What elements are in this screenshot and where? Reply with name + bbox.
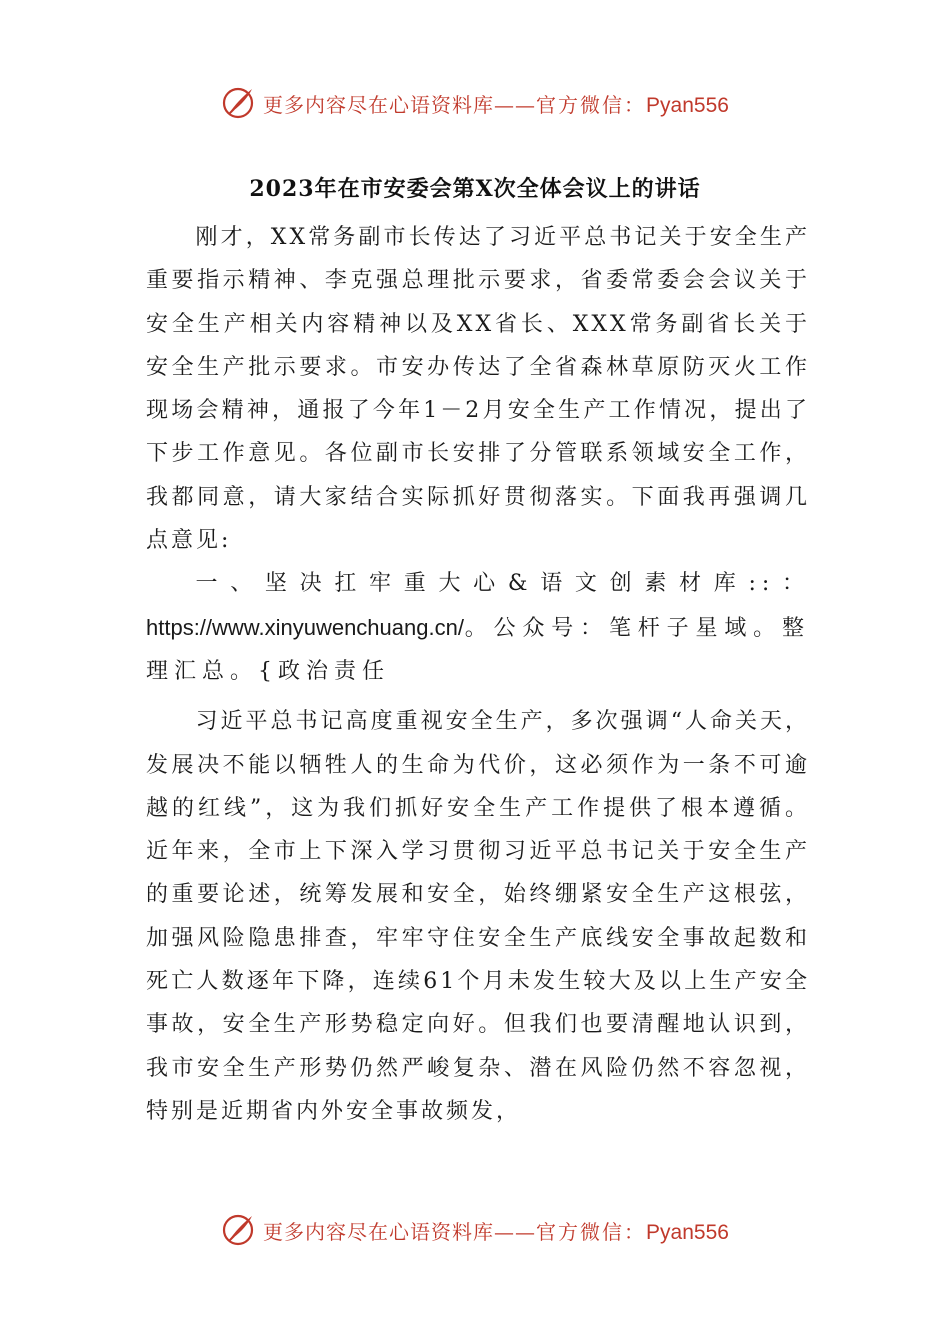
banner-text — [263, 1216, 729, 1245]
banner-text — [263, 89, 729, 118]
document-title: 2023年在市安委会第X次全体会议上的讲话 — [249, 176, 701, 202]
banner-main-text: 更多内容尽在心语资料库 — [263, 92, 495, 117]
heading-1-part-2: 。公众号：笔杆子星域。整理汇总。{政治责任 — [146, 615, 810, 684]
quill-logo-icon — [221, 85, 257, 121]
banner-handle: Pyan556 — [646, 1220, 729, 1244]
banner-official-label: 官方微信： — [536, 92, 647, 117]
paragraph-1: 刚才，XX常务副市长传达了习近平总书记关于安全生产重要指示精神、李克强总理批示要求，省委常委会会议关于安全生产相关内容精神以及XX省长、XXX常务副省长关于安全生产批示要求。市安办传达了全省森林草原防灭火工作现场会精神，通报了今年1－2月安全生产工作情况，提出了下步工作意见。各位副市长安排了分管联系领域安全工作，我都同意，请大家结合实际抓好贯彻落实。下面我再强调几点意见: — [146, 225, 810, 554]
heading-1-url: https://www.xinyuwenchuang.cn/ — [146, 614, 464, 640]
banner-main-text: 更多内容尽在心语资料库 — [263, 1219, 495, 1244]
banner-handle: Pyan556 — [646, 93, 729, 117]
banner-official-label: 官方微信： — [536, 1219, 647, 1244]
document-body — [146, 216, 810, 1133]
header-watermark-banner — [0, 80, 950, 126]
banner-dash: —— — [494, 1219, 537, 1244]
banner-dash: —— — [494, 92, 537, 117]
paragraph-2: 习近平总书记高度重视安全生产，多次强调“人命关天，发展决不能以牺牲人的生命为代价，这必须作为一条不可逾越的红线”，这为我们抓好安全生产工作提供了根本遵循。近年来，全市上下深入学习贯彻习近平总书记关于安全生产的重要论述，统筹发展和安全，始终绷紧安全生产这根弦，加强风险隐患排查，牢牢守住安全生产底线安全事故起数和死亡人数逐年下降，连续61个月未发生较大及以上生产安全事故，安全生产形势稳定向好。但我们也要清醒地认识到，我市安全生产形势仍然严峻复杂、潜在风险仍然不容忽视，特别是近期省内外安全事故频发， — [146, 709, 810, 1124]
section-heading-1 — [146, 562, 810, 693]
heading-1-part-1: 一、坚决扛牢重大心&语文创素材库::： — [195, 571, 810, 597]
quill-logo-icon — [221, 1212, 257, 1248]
footer-watermark-banner — [0, 1207, 950, 1253]
